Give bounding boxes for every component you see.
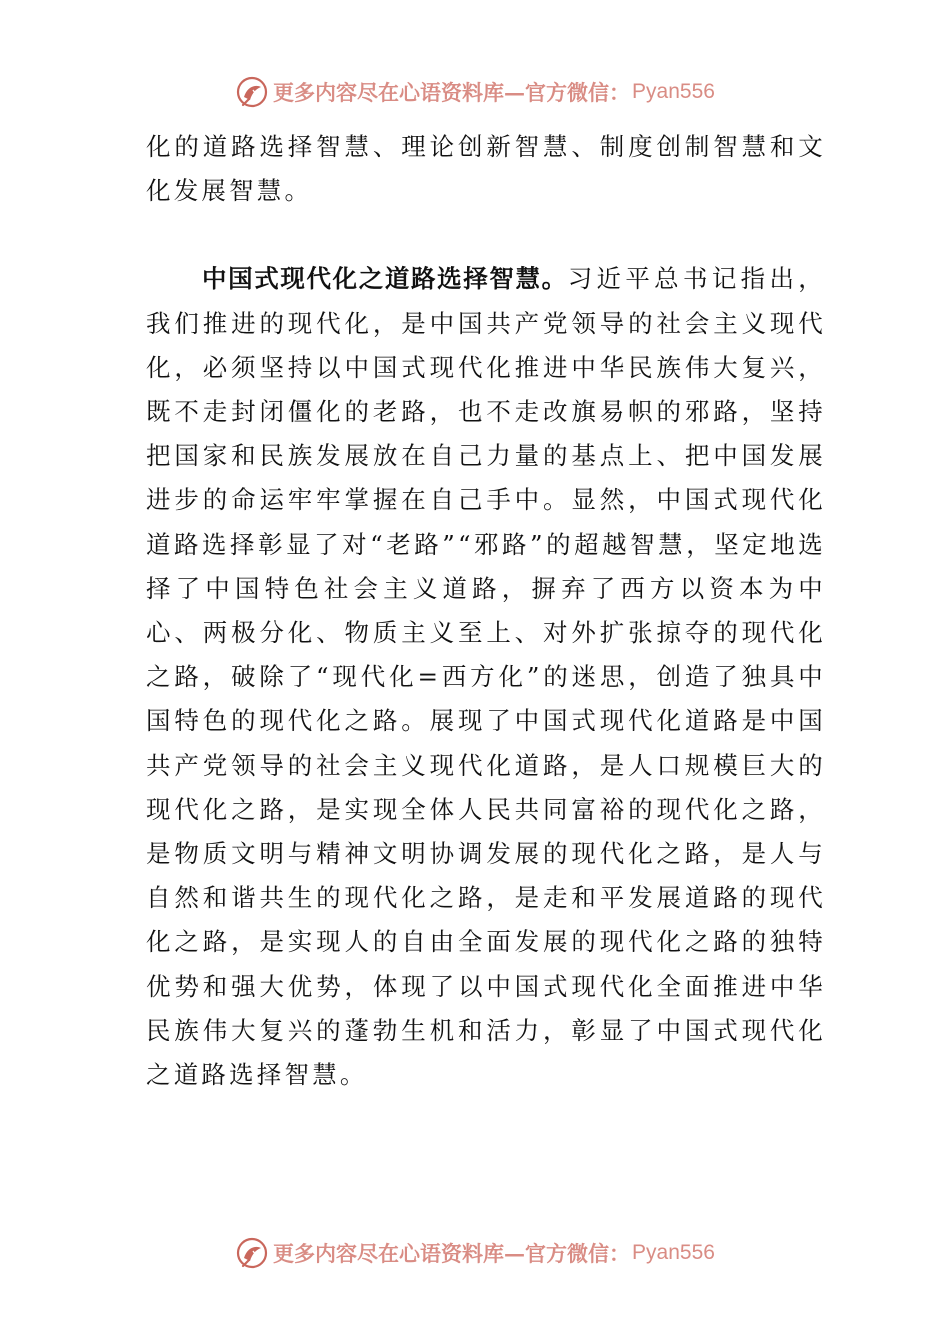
logo-icon: [235, 75, 269, 109]
footer-watermark-banner: [0, 1233, 950, 1273]
banner-text: 更多内容尽在心语资料库—官方微信：: [273, 1241, 631, 1266]
banner-wechat-id: Pyan556: [632, 1241, 715, 1264]
paragraph-lead-heading: 中国式现代化之道路选择智慧。: [202, 264, 568, 294]
document-body: [146, 125, 826, 1097]
banner-text: 更多内容尽在心语资料库—官方微信：: [273, 80, 631, 105]
banner-wechat-id: Pyan556: [632, 80, 715, 103]
header-watermark-banner: [0, 72, 950, 112]
logo-icon: [235, 1236, 269, 1270]
paragraph-body-text: 习近平总书记指出，我们推进的现代化，是中国共产党领导的社会主义现代化，必须坚持以中国式现代化推进中华民族伟大复兴，既不走封闭僵化的老路，也不走改旗易帜的邪路，坚持把国家和民族发展放在自己力量的基点上、把中国发展进步的命运牢牢掌握在自己手中。显然，中国式现代化道路选择彰显了对“老路”“邪路”的超越智慧，坚定地选择了中国特色社会主义道路，摒弃了西方以资本为中心、两极分化、物质主义至上、对外扩张掠夺的现代化之路，破除了“现代化=西方化”的迷思，创造了独具中国特色的现代化之路。展现了中国式现代化道路是中国共产党领导的社会主义现代化道路，是人口规模巨大的现代化之路，是实现全体人民共同富裕的现代化之路， 是物质文明与精神文明协调发展的现代化之路，是人与自然和谐共生的现代化之路，是走和平发展道路的现代化之路，是实现人的自由全面发展的现代化之路的独特优势和强大优势，体现了以中国式现代化全面推进中华民族伟大复兴的蓬勃生机和活力，彰显了中国式现代化之道路选择智慧。: [146, 264, 826, 1090]
paragraph-road-choice: [146, 257, 826, 1097]
paragraph-continuation: 化的道路选择智慧、理论创新智慧、制度创制智慧和文化发展智慧。: [146, 132, 826, 206]
